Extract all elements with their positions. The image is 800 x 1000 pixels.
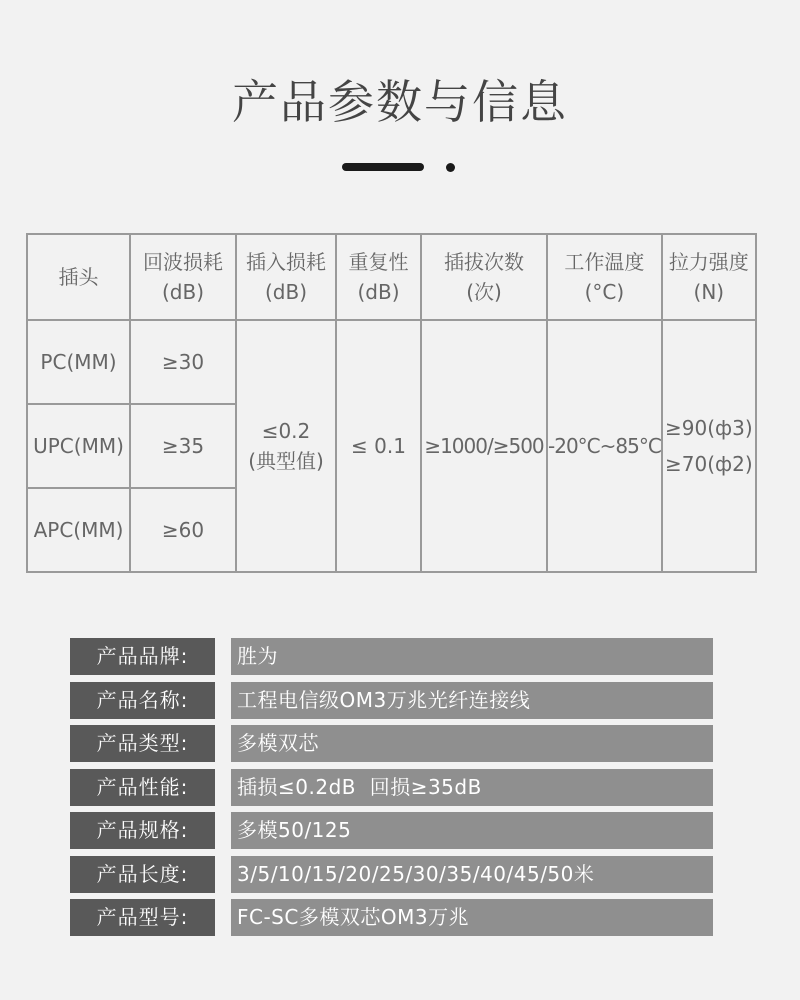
plug-cell: UPC(MM) [27, 404, 130, 488]
spec-table [26, 233, 757, 573]
insertion-loss-value: ≤0.2 [261, 419, 311, 443]
info-label: 产品长度: [70, 856, 215, 893]
info-row-type [70, 725, 713, 762]
info-row-name [70, 682, 713, 719]
info-value: 插损≤0.2dB 回损≥35dB [231, 769, 713, 806]
header-text: 重复性 [348, 250, 409, 274]
header-text: 插拔次数 [444, 250, 524, 274]
header-insertion-loss [236, 234, 336, 320]
insertion-loss-cell [236, 320, 336, 572]
tensile-strength-value: ≥70(ф2) [664, 452, 753, 476]
info-label: 产品规格: [70, 812, 215, 849]
info-row-length [70, 856, 713, 893]
product-info-list [70, 638, 713, 943]
return-loss-cell: ≥30 [130, 320, 236, 404]
info-row-brand [70, 638, 713, 675]
header-unit: (dB) [161, 280, 205, 304]
info-label: 产品型号: [70, 899, 215, 936]
info-row-spec [70, 812, 713, 849]
header-text: 回波损耗 [143, 250, 223, 274]
header-unit: (°C) [584, 280, 625, 304]
info-value: 3/5/10/15/20/25/30/35/40/45/50米 [231, 856, 713, 893]
info-value: 胜为 [231, 638, 713, 675]
repeatability-cell: ≤ 0.1 [336, 320, 421, 572]
header-tensile-strength [662, 234, 756, 320]
tensile-strength-cell [662, 320, 756, 572]
header-unit: (dB) [264, 280, 308, 304]
return-loss-cell: ≥35 [130, 404, 236, 488]
header-operating-temp [547, 234, 662, 320]
header-unit: (N) [693, 280, 725, 304]
table-row [27, 320, 756, 404]
info-label: 产品类型: [70, 725, 215, 762]
header-text: 拉力强度 [668, 250, 749, 274]
insertion-loss-note: (典型值) [248, 449, 324, 473]
mating-cycles-cell: ≥1000/≥500 [421, 320, 547, 572]
header-unit: (dB) [357, 280, 400, 304]
info-value: 多模双芯 [231, 725, 713, 762]
info-label: 产品名称: [70, 682, 215, 719]
info-row-model [70, 899, 713, 936]
plug-cell: APC(MM) [27, 488, 130, 572]
title-underline-bar [342, 163, 424, 171]
info-value: 工程电信级OM3万兆光纤连接线 [231, 682, 713, 719]
info-value: 多模50/125 [231, 812, 713, 849]
header-repeatability [336, 234, 421, 320]
header-return-loss [130, 234, 236, 320]
info-label: 产品性能: [70, 769, 215, 806]
header-text: 工作温度 [564, 250, 645, 274]
info-value: FC-SC多模双芯OM3万兆 [231, 899, 713, 936]
header-text: 插头 [58, 265, 99, 289]
header-unit: (次) [466, 280, 502, 304]
title-underline-dot [446, 163, 455, 172]
operating-temp-cell: -20°C~85°C [547, 320, 662, 572]
return-loss-cell: ≥60 [130, 488, 236, 572]
tensile-strength-value: ≥90(ф3) [664, 416, 753, 440]
info-label: 产品品牌: [70, 638, 215, 675]
header-mating-cycles [421, 234, 547, 320]
page-title: 产品参数与信息 [232, 75, 568, 129]
plug-cell: PC(MM) [27, 320, 130, 404]
header-plug [27, 234, 130, 320]
header-text: 插入损耗 [246, 250, 326, 274]
info-row-performance [70, 769, 713, 806]
spec-header-row [27, 234, 756, 320]
